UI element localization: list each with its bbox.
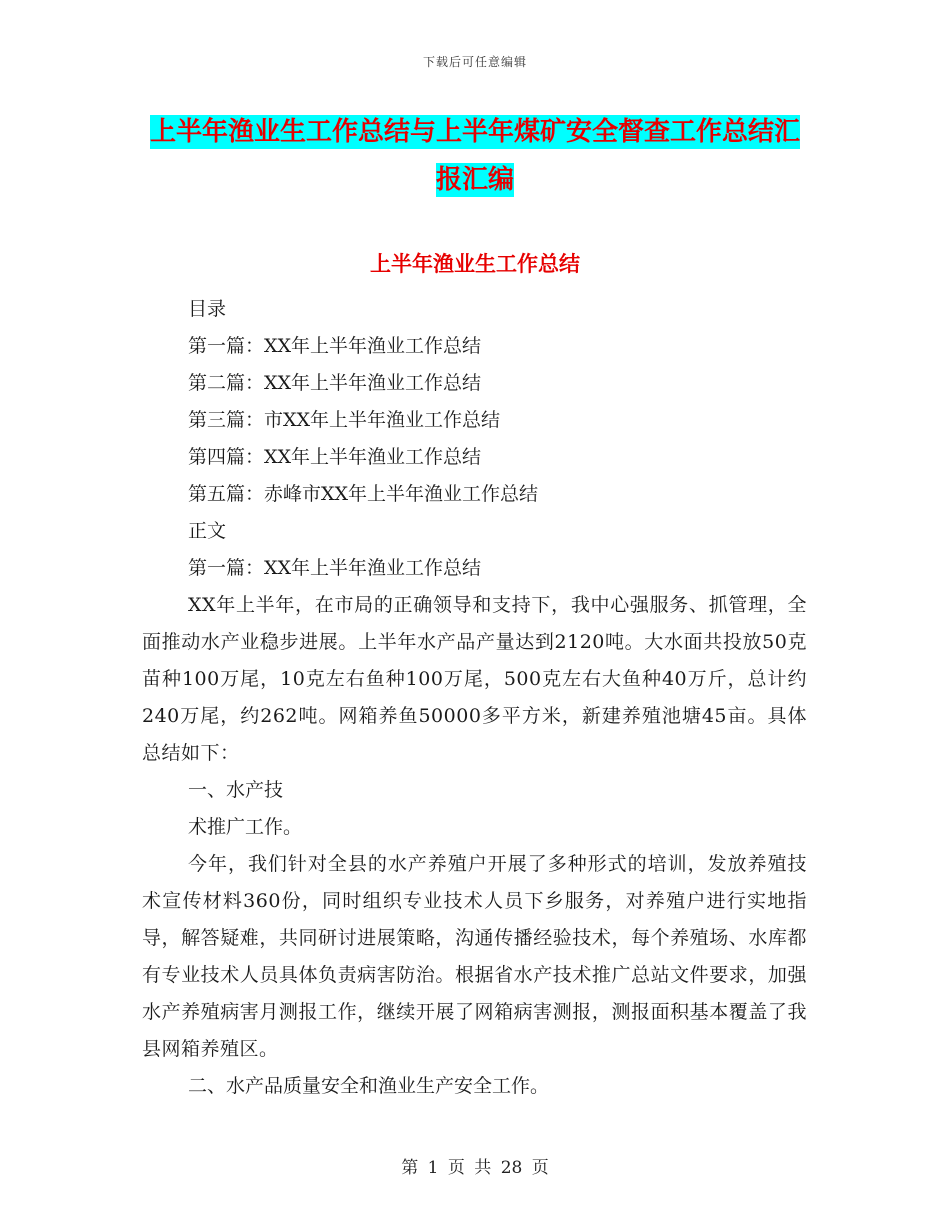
document-body — [142, 291, 807, 1105]
item-heading-continued: 术推广工作。 — [188, 816, 303, 838]
toc-item: 第一篇：XX年上半年渔业工作总结 — [188, 335, 482, 357]
part-heading: 第一篇：XX年上半年渔业工作总结 — [188, 557, 482, 579]
paragraph-training: 今年，我们针对全县的水产养殖户开展了多种形式的培训，发放养殖技术宣传材料360份，同时组织专业技术人员下乡服务，对养殖户进行实地指导，解答疑难，共同研讨进展策略，沟通传播经验技术，每个养殖场、水库都有专业技术人员具体负责病害防治。根据省水产技术推广总站文件要求，加强水产养殖病害月测报工作，继续开展了网箱病害测报，测报面积基本覆盖了我县网箱养殖区。 — [142, 853, 807, 1060]
section-title: 上半年渔业生工作总结 — [370, 252, 580, 276]
document-title — [140, 108, 810, 204]
toc-heading: 目录 — [188, 298, 227, 320]
item-heading: 二、水产品质量安全和渔业生产安全工作。 — [188, 1075, 550, 1097]
paragraph-intro: XX年上半年，在市局的正确领导和支持下，我中心强服务、抓管理，全面推动水产业稳步进展。上半年水产品产量达到2120吨。大水面共投放50克苗种100万尾，10克左右鱼种100万尾，500克左右大鱼种40万斤，总计约240万尾，约262吨。网箱养鱼50000多平方米，新建养殖池塘45亩。具体总结如下： — [142, 594, 807, 764]
toc-item: 第二篇：XX年上半年渔业工作总结 — [188, 372, 482, 394]
toc-item: 第五篇：赤峰市XX年上半年渔业工作总结 — [188, 483, 539, 505]
document-title-text: 上半年渔业生工作总结与上半年煤矿安全督查工作总结汇报汇编 — [149, 117, 800, 195]
toc-item: 第三篇：市XX年上半年渔业工作总结 — [188, 409, 501, 431]
item-heading: 一、水产技 — [188, 779, 284, 801]
body-heading: 正文 — [188, 520, 227, 542]
page-header-note: 下载后可任意编辑 — [422, 55, 527, 69]
toc-item: 第四篇：XX年上半年渔业工作总结 — [188, 446, 482, 468]
page-footer: 第 1 页 共 28 页 — [401, 1158, 549, 1178]
